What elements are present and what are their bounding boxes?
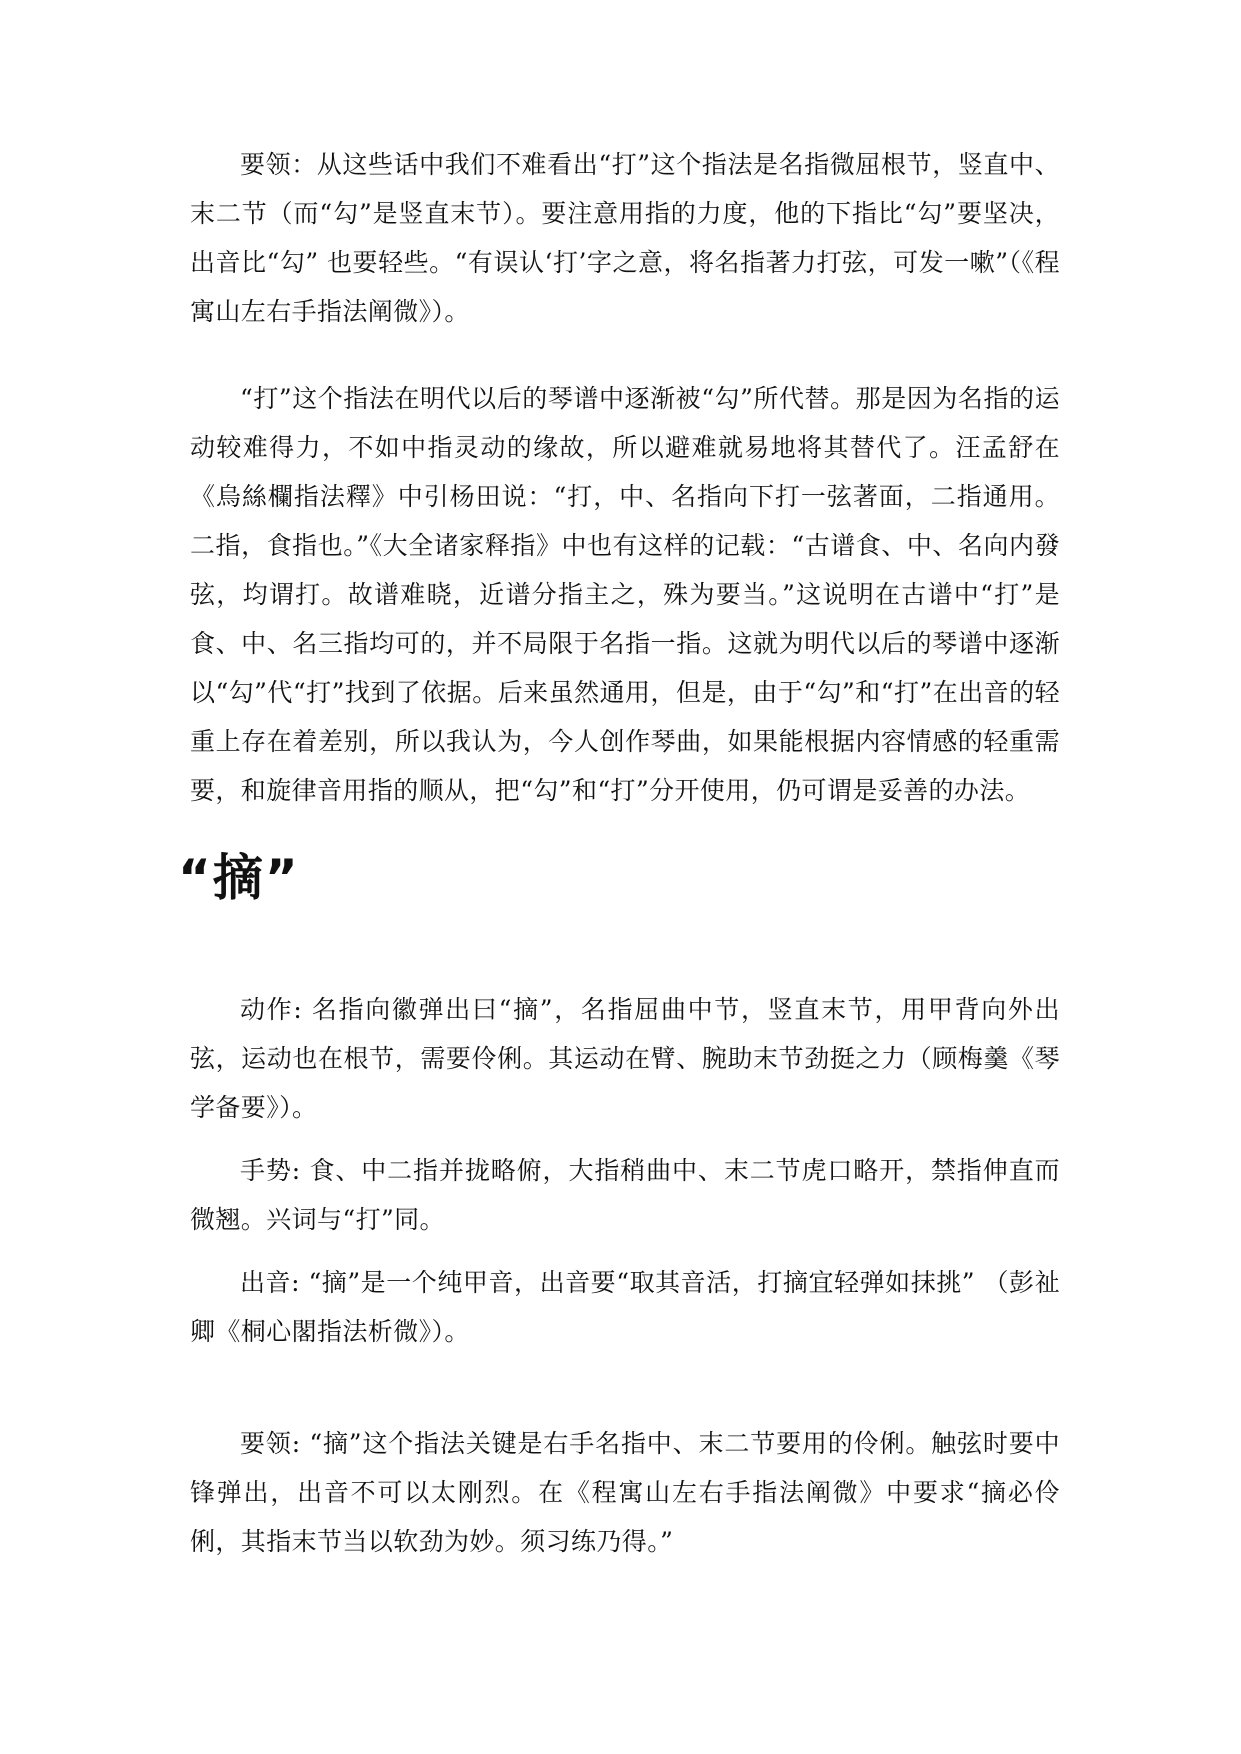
section-heading-zhai: “摘” <box>178 849 300 907</box>
paragraph-da-essentials: 要领：从这些话中我们不难看出“打”这个指法是名指微屈根节，竖直中、末二节（而“勾”是竖直末节）。要注意用指的力度，他的下指比“勾”要坚决，出音比“勾” 也要轻些。“有误认‘打’字之意，将名指著力打弦，可发一嗽”（《程寓山左右手指法阐微》）。 <box>190 150 1060 326</box>
paragraph-zhai-action: 动作: 名指向徽弹出曰“摘”，名指屈曲中节，竖直末节，用甲背向外出弦，运动也在根节，需要伶俐。其运动在臂、腕助末节劲挺之力（顾梅羹《琴学备要》）。 <box>190 995 1060 1122</box>
paragraph-zhai-sound: 出音: “摘”是一个纯甲音，出音要“取其音活，打摘宜轻弹如抹挑” （彭祉卿《桐心閣指法析微》）。 <box>190 1268 1060 1346</box>
paragraph-zhai-hand-posture: 手势: 食、中二指并拢略俯，大指稍曲中、末二节虎口略开，禁指伸直而微翘。兴词与“打”同。 <box>190 1156 1060 1234</box>
paragraph-zhai-essentials: 要领: “摘”这个指法关键是右手名指中、末二节要用的伶俐。触弦时要中锋弹出，出音不可以太刚烈。在《程寓山左右手指法阐微》中要求“摘必伶俐，其指末节当以软劲为妙。须习练乃得。” <box>190 1429 1060 1556</box>
paragraph-da-history: “打”这个指法在明代以后的琴谱中逐渐被“勾”所代替。那是因为名指的运动较难得力，不如中指灵动的缘故，所以避难就易地将其替代了。汪孟舒在《烏絲欄指法釋》中引杨田说：“打，中、名指向下打一弦著面，二指通用。二指，食指也。”《大全诸家释指》中也有这样的记载：“古谱食、中、名向内發弦，均谓打。故谱难晓，近谱分指主之，殊为要当。”这说明在古谱中“打”是食、中、名三指均可的，并不局限于名指一指。这就为明代以后的琴谱中逐渐以“勾”代“打”找到了依据。后来虽然通用，但是，由于“勾”和“打”在出音的轻重上存在着差别，所以我认为，今人创作琴曲，如果能根据内容情感的轻重需要，和旋律音用指的顺从，把“勾”和“打”分开使用，仍可谓是妥善的办法。 <box>190 384 1060 805</box>
